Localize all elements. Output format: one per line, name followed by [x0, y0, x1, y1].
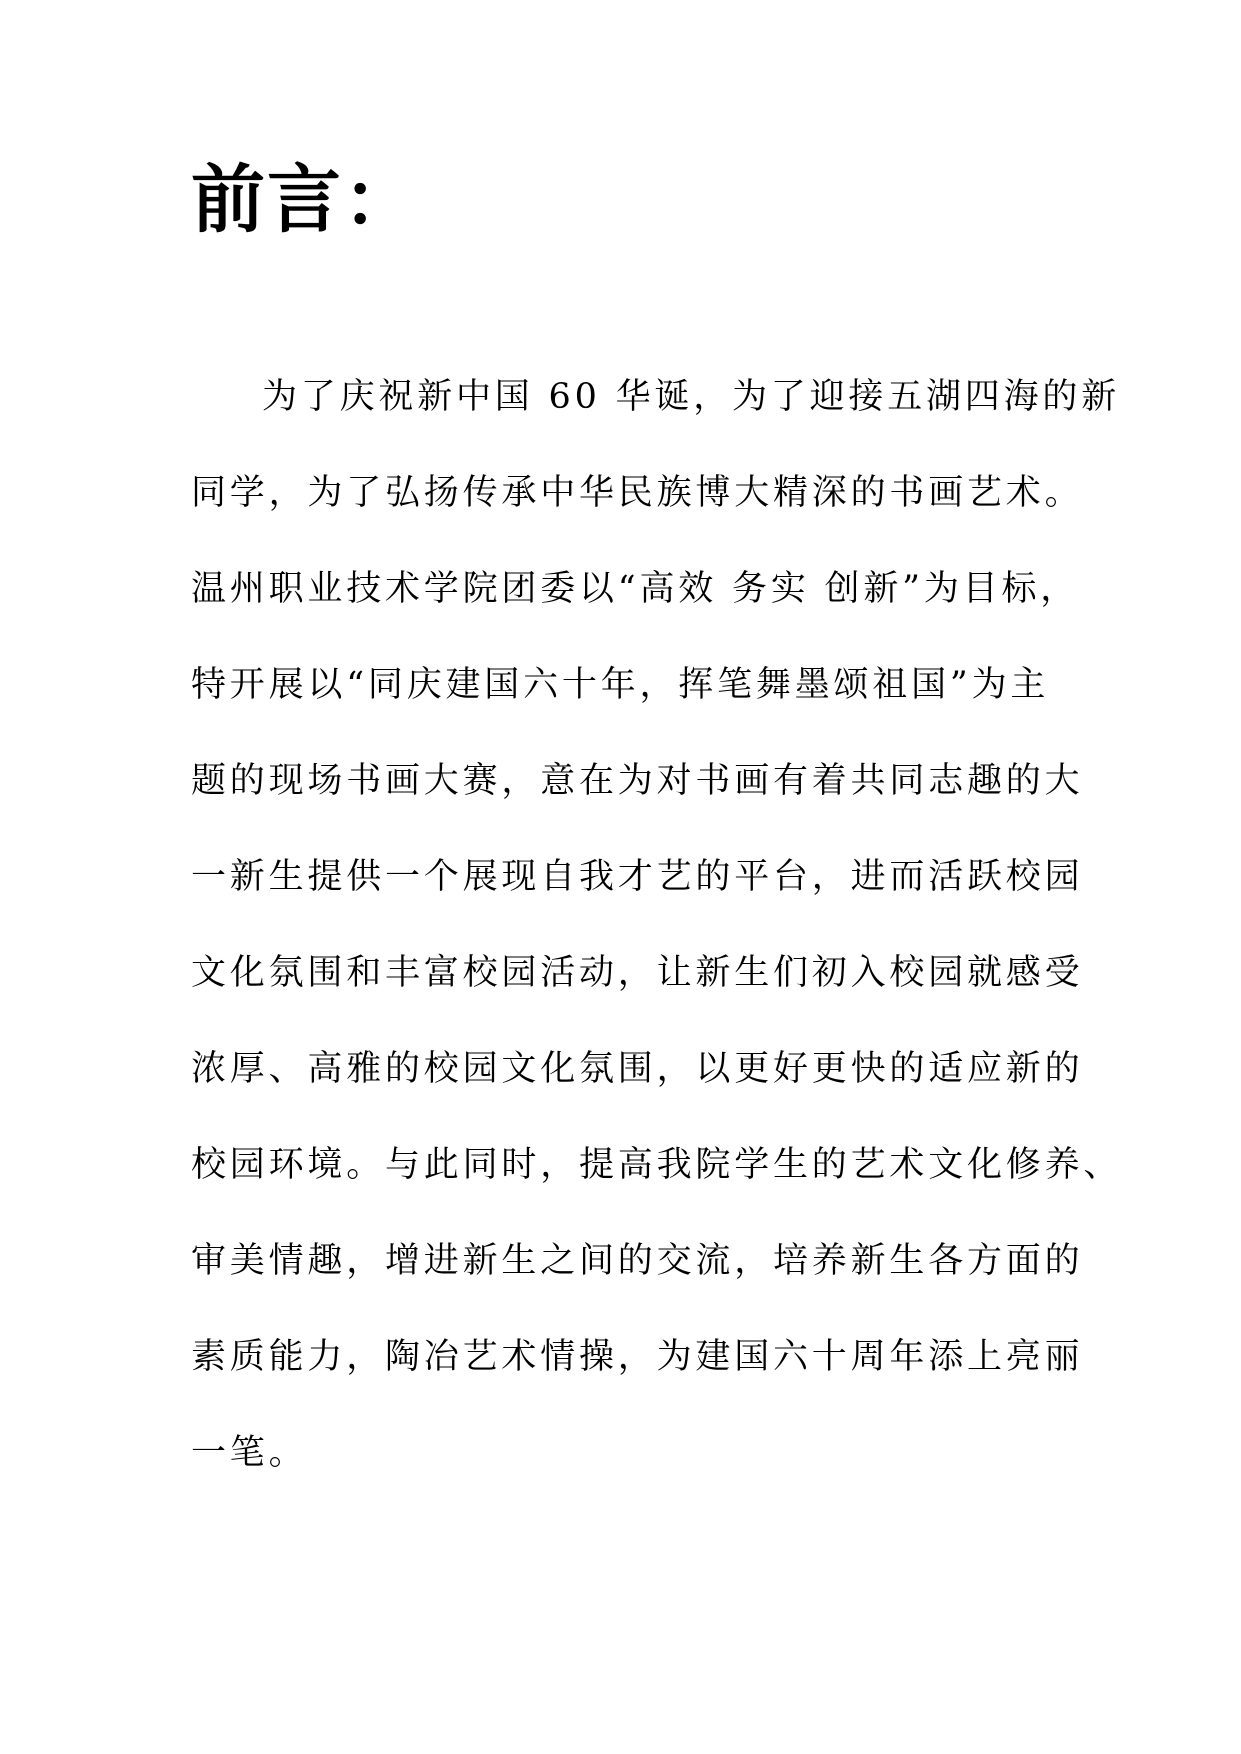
paragraph-line: 一新生提供一个展现自我才艺的平台，进而活跃校园	[191, 857, 1084, 897]
paragraph-line: 一笔。	[191, 1433, 308, 1473]
page-title: 前言：	[191, 157, 419, 243]
paragraph-line: 审美情趣，增进新生之间的交流，培养新生各方面的	[191, 1241, 1084, 1281]
paragraph-line: 文化氛围和丰富校园活动，让新生们初入校园就感受	[191, 953, 1084, 993]
paragraph-line: 同学，为了弘扬传承中华民族博大精深的书画艺术。	[191, 473, 1084, 513]
paragraph-line: 温州职业技术学院团委以“高效 务实 创新”为目标，	[191, 569, 1080, 609]
paragraph-line: 为了庆祝新中国 60 华诞，为了迎接五湖四海的新	[262, 377, 1120, 417]
paragraph-line: 校园环境。与此同时，提高我院学生的艺术文化修养、	[191, 1145, 1123, 1185]
paragraph-line: 浓厚、高雅的校园文化氛围，以更好更快的适应新的	[191, 1049, 1084, 1089]
paragraph-line: 题的现场书画大赛，意在为对书画有着共同志趣的大	[191, 761, 1084, 801]
paragraph-line: 素质能力，陶冶艺术情操，为建国六十周年添上亮丽	[191, 1337, 1084, 1377]
paragraph-line: 特开展以“同庆建国六十年，挥笔舞墨颂祖国”为主	[191, 665, 1050, 705]
